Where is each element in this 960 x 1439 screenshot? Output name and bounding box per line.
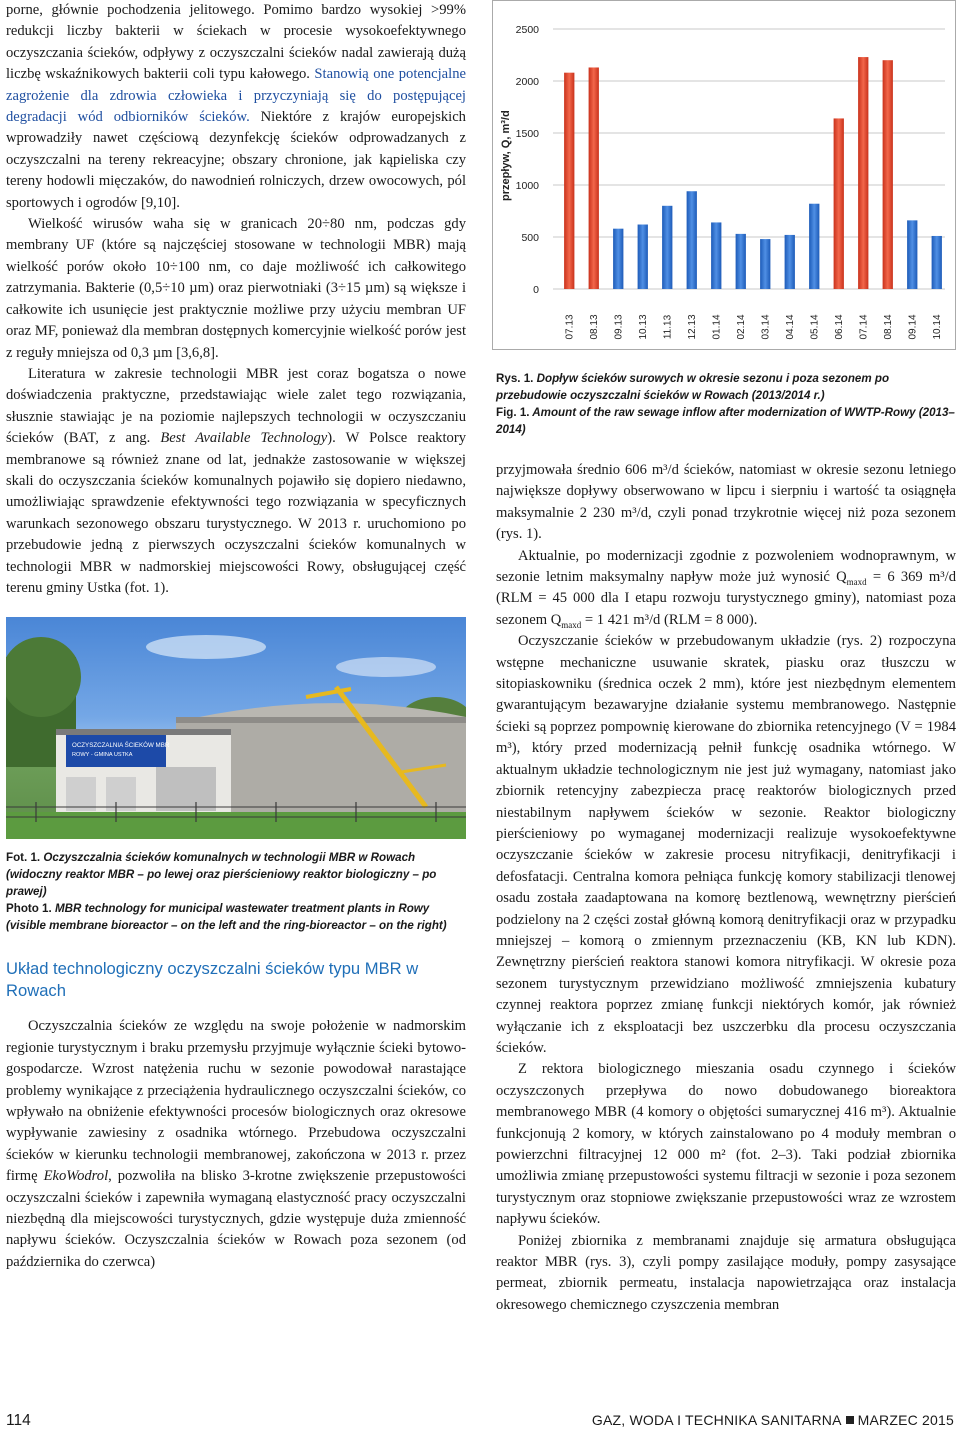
chart-x-tick-label: 09.13 [613, 314, 625, 340]
body-paragraph: porne, głównie pochodzenia jelitowego. Pomimo bardzo wysokiej >99% redukcji liczby bakterii w ściekach w procesie wysokoefektywnego oczyszczania ścieków, odpływy z oczyszczalni ścieków nadal zawierają dużą liczbę wskaźnikowych bakterii coli typu kałowego. Stanowią one potencjalne zagrożenie dla zdrowia człowieka i przyczyniają się do postępującej degradacji wód odbiorników ścieków. Niektóre z krajów europejskich wprowadziły nawet częściową dezynfekcję ścieków odprowadzanych z oczyszczalni na tereny rekreacyjne; obszary chronione, jak kąpieliska czy tereny hodowli mięczaków, do nawodnień rolniczych, drzew owocowych, pól sportowych i ogrodów [9,10]. [6, 2, 466, 211]
chart-x-tick-label: 08.13 [588, 314, 600, 340]
chart-x-tick-label: 03.14 [760, 314, 772, 340]
chart-x-tick-label: 06.14 [833, 314, 845, 340]
body-paragraph: Aktualnie, po modernizacji zgodnie z pozwoleniem wodnoprawnym, w sezonie letnim maksymalny napływ może już wynosić $Q_{maxd} = 6$ 369 m³/d (RLM = 45 000 dla I etapu rozwoju turystycznego gminy), natomiast poza sezonem $Q_{maxd} = 1$ 421 m³/d (RLM = 8 000). [496, 547, 957, 630]
chart-y-tick-label: 2500 [515, 24, 539, 36]
body-paragraph: Literatura w zakresie technologii MBR jest coraz bogatsza o nowe doświadczenia praktyczne, przedstawiając wiele zalet tego rozwiązania, słusznie stawiając je na poziomie najlepszych technologii w oczyszczaniu ścieków (BAT, z ang. Best Available Technology). W Polsce reaktory membranowe są również znane od lat, jednakże zastosowanie w większej skali do oczyszczania ścieków komunalnych pojawiło się dopiero niedawno, umożliwiając sprawdzenie efektywności tego rozwiązania w specyficznych warunkach sezonowego obszaru turystycznego. W 2013 r. uruchomiono po przebudowie jedną z pierwszych oczyszczalni ścieków komunalnych w technologii MBR w nadmorskiej miejscowości Rowy, obsługującej część terenu gminy Ustka (fot. 1). [6, 365, 466, 596]
body-paragraph: Oczyszczanie ścieków w przebudowanym układzie (rys. 2) rozpoczyna wstępne mechaniczne usuwanie skratek, piasku oraz tłuszczu w sitopiaskowniku (średnica oczek 2 mm), które jest niezbędnym elementem gwarantującym bezawaryjne działanie systemu membranowego. Następnie ścieki są poprzez pompownię kierowane do zbiornika retencyjnego (V = 1984 m³), który przed modernizacją pełnił funkcję osadnika wtórnego. W aktualnym układzie technologicznym nie jest już wymagany, natomiast jako zbiornik retencyjny zabezpiecza pracę reaktorów biologicznych przed niestabilnym napływem ścieków w sezonie. Reaktor biologiczny pierścieniowy po wymaganej modernizacji realizuje wysokoefektywne oczyszczanie ścieków w zakresie procesu nitryfikacji, denitryfikacji i defosfatacji. Centralna komora pełniąca funkcję komory stabilizacji tlenowej osadu została zaadaptowana na komorę beztlenową, wewnętrzny pierścień podzielony na 2 części został główną komorą denitryfikacji oraz w przypadku mniejszej – komorą o zmiennym przeznaczeniu (KB, KN lub KDN). Zewnętrzny pierścień reaktora stanowi komora nitryfikacji. W okresie poza sezonem turystycznym przewidziano możliwość zmniejszenia kubatury czynnej reaktora poprzez zmianę funkcji niektórych komór, jak również wyłączanie ich z eksploatacji bez uszczerbku dla procesu oczyszczania ścieków. [496, 633, 956, 1056]
chart-bar [589, 67, 599, 289]
chart-x-tick-label: 07.14 [858, 314, 870, 340]
caption-en: Photo 1. MBR technology for municipal wastewater treatment plants in Rowy (visible membrane bioreactor – on the left and the ring-bioreactor – on the right) [6, 902, 447, 933]
chart-bar [662, 206, 672, 289]
chart-x-tick-label: 09.14 [907, 314, 919, 340]
chart-y-axis-label: przepływ, Q, m³/d [500, 110, 512, 201]
chart-bar [883, 60, 893, 289]
photo-illustration [6, 617, 466, 839]
figure-caption [496, 370, 956, 438]
fig-caption-pl: Rys. 1. Dopływ ścieków surowych w okresie sezonu i poza sezonem po przebudowie oczyszczalni ścieków w Rowach (2013/2014 r.) [496, 372, 890, 402]
body-paragraph: Wielkość wirusów waha się w granicach 20÷80 nm, podczas gdy membrany UF (które są najczęściej stosowane w technologii MBR) mają wielkość porów około 10÷100 nm, co daje możliwość ich całkowitego zatrzymania. Bakterie (0,5÷10 µm) oraz pierwotniaki (3÷15 µm) są większe i całkowite ich usunięcie jest praktycznie możliwe przy użyciu membran UF oraz MF, ponieważ dla membran dostępnych komercyjnie wielkość porów jest z reguły mniejsza od 0,3 µm [3,6,8]. [6, 216, 466, 361]
page-number: 114 [6, 1412, 31, 1429]
chart-bar [760, 239, 770, 289]
chart-x-tick-label: 07.13 [564, 314, 576, 340]
body-paragraph: przyjmowała średnio 606 m³/d ścieków, natomiast w okresie sezonu letniego największe dopływy obserwowano w lipcu i sierpniu i wartość ta osiągnęła maksymalnie 2 230 m³/d, czyli ponad trzykrotnie więcej niż poza sezonem (rys. 1). [496, 462, 956, 543]
sign-text-line1: OCZYSZCZALNIA ŚCIEKÓW MBR [72, 742, 170, 750]
chart-svg [493, 1, 955, 349]
body-paragraph: Z rektora biologicznego mieszania osadu czynnego i ścieków oczyszczonych przepływa do nowo dobudowanego bioreaktora membranowego MBR (4 komory o objętości sumarycznej 416 m³). Aktualnie funkcjonują 2 komory, w których zainstalowano po 4 moduły membran o powierzchni filtracyjnej 12 000 m² (fot. 2–3). Taki podział zbiornika umożliwia zmianę przepustowości systemu filtracji w sezonie i poza sezonem turystycznym oraz stopniowe zwiększanie przepustowości wraz ze wzrostem napływu ścieków. [496, 1061, 956, 1228]
chart-y-tick-label: 1000 [515, 180, 539, 192]
highlighted-sentence: Stanowią one potencjalne zagrożenie dla zdrowia człowieka i przyczyniają się do postępującej degradacji wód odbiorników ścieków. [6, 66, 466, 126]
chart-x-tick-label: 11.13 [662, 314, 674, 340]
left-column [6, 0, 466, 1273]
right-column [496, 0, 956, 1316]
chart-y-tick-label: 0 [533, 284, 539, 296]
chart-x-tick-label: 12.13 [686, 314, 698, 340]
chart-x-tick-label: 01.14 [711, 314, 723, 340]
inflow-bar-chart [492, 0, 956, 350]
chart-bar [858, 57, 868, 289]
chart-bar [638, 225, 648, 289]
fig-caption-en: Fig. 1. Amount of the raw sewage inflow after modernization of WWTP-Rowy (2013–2014) [496, 406, 955, 436]
sign-text-line2: ROWY - GMINA USTKA [72, 752, 133, 759]
chart-x-tick-label: 02.14 [735, 314, 747, 340]
square-bullet-icon [846, 1416, 854, 1424]
chart-bar [736, 234, 746, 289]
photo-treatment-plant [6, 617, 466, 839]
chart-y-tick-label: 2000 [515, 76, 539, 88]
chart-bar [711, 222, 721, 289]
chart-x-tick-label: 08.14 [882, 314, 894, 340]
photo-caption [6, 849, 466, 934]
chart-bar [907, 220, 917, 289]
chart-bar [785, 235, 795, 289]
body-paragraph: Poniżej zbiornika z membranami znajduje się armatura obsługująca reaktor MBR (rys. 3), czyli pompy zasilające moduły, pompy zasysające permeat, zbiornik permeatu, instalacja napowietrzająca oraz instalacja okresowego chemicznego czyszczenia membran [496, 1232, 956, 1313]
page-footer [0, 1412, 960, 1434]
chart-x-tick-label: 10.14 [931, 314, 943, 340]
chart-y-tick-label: 500 [521, 232, 539, 244]
journal-name: GAZ, WODA I TECHNIKA SANITARNA MARZEC 2015 [591, 1412, 954, 1428]
chart-bar [932, 236, 942, 289]
chart-x-tick-label: 10.13 [637, 314, 649, 340]
chart-bar [834, 118, 844, 289]
chart-bar [687, 191, 697, 289]
chart-y-tick-label: 1500 [515, 128, 539, 140]
body-paragraph: Oczyszczalnia ścieków ze względu na swoje położenie w nadmorskim regionie turystycznym i braku przemysłu przyjmuje wyłącznie ścieki bytowo-gospodarcze. Wzrost natężenia ruchu w sezonie powodował narastające problemy wynikające z przeciążenia hydraulicznego oczyszczalni ścieków, co wpływało na obniżenie efektywności procesów biologicznych oraz okresowe wypływanie zawiesiny z osadnika wtórnego. Przebudowa oczyszczalni ścieków w kierunku technologii membranowej, zakończona w 2013 r. przez firmę EkoWodrol, pozwoliła na blisko 3-krotne zwiększenie przepustowości oczyszczalni ścieków i zapewniła wymaganą elastyczność pracy oczyszczalni niezbędną dla miejscowości turystycznych, gdzie występuje duża zmienność napływu ścieków. Oczyszczalnia ścieków w Rowach poza sezonem (od października do czerwca) [6, 1018, 466, 1270]
chart-bar [564, 73, 574, 289]
section-heading: Układ technologiczny oczyszczalni ścieków typu MBR w Rowach [6, 959, 419, 1001]
chart-x-tick-label: 04.14 [784, 314, 796, 340]
caption-pl: Fot. 1. Oczyszczalnia ścieków komunalnych w technologii MBR w Rowach (widoczny reaktor MBR – po lewej oraz pierścieniowy reaktor biologiczny – po prawej) [6, 851, 437, 899]
chart-bar [809, 204, 819, 289]
chart-bar [613, 229, 623, 289]
chart-x-tick-label: 05.14 [809, 314, 821, 340]
